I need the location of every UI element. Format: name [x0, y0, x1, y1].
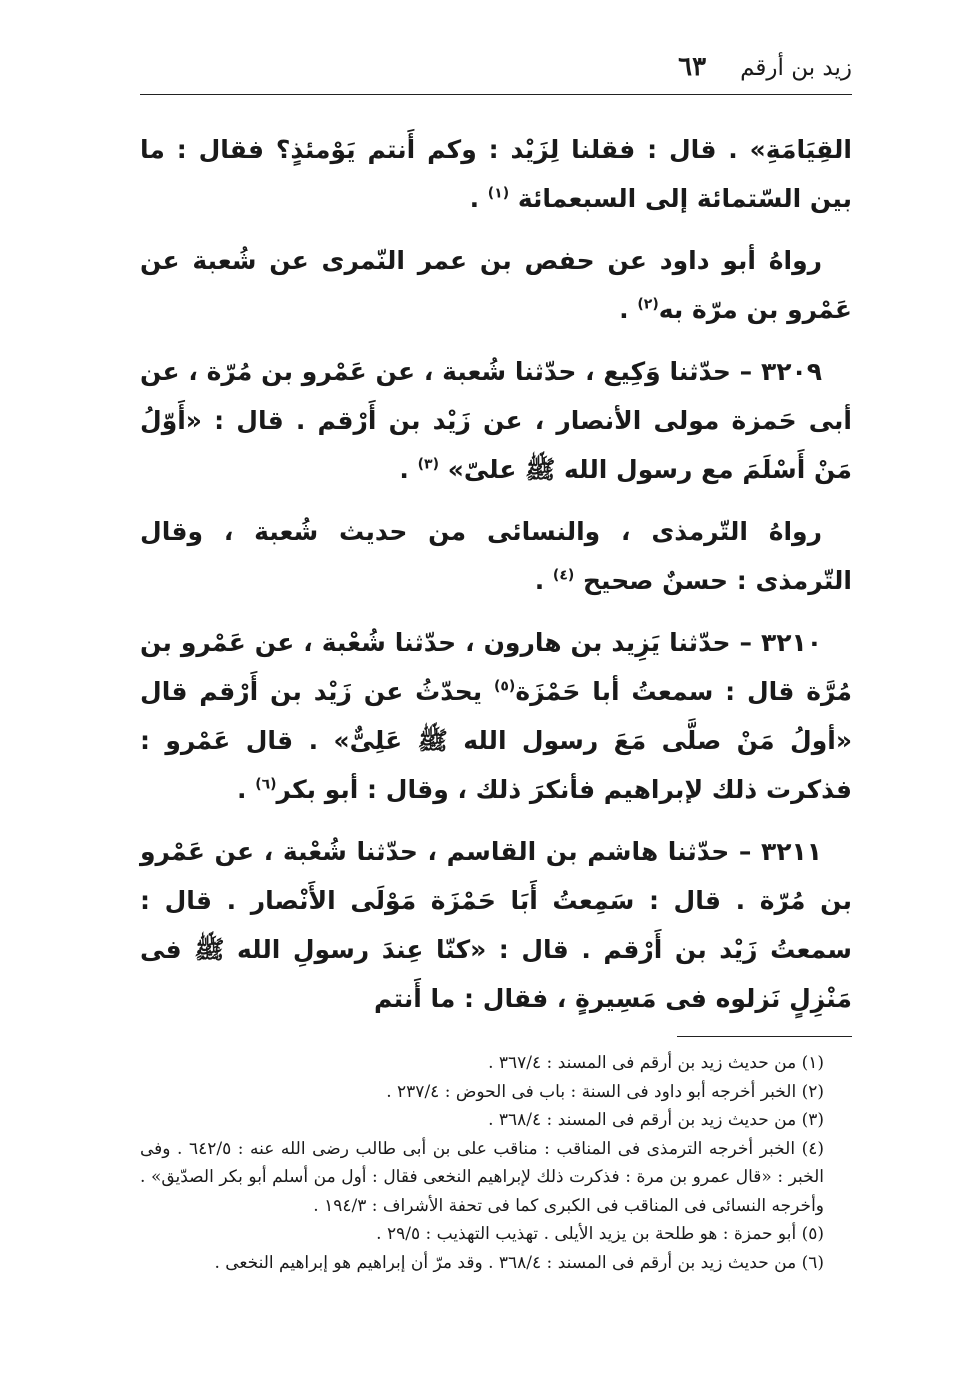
footnote-ref: (٦)	[255, 776, 277, 793]
paragraph-text: ٣٢١٠ – حدّثنا يَزِيد بن هارون ، حدّثنا شُعْبة ، عن عَمْرو بن مُرَّة قال : سمعتُ أبا حَمْزَة	[140, 628, 852, 706]
paragraph-2	[140, 236, 852, 334]
footnote-4: (٤) الخبر أخرجه الترمذى فى المناقب : مناقب على بن أبى طالب رضى الله عنه : ٦٤٢/٥ . وفى الخبر : «قال عمرو بن مرة : فذكرت ذلك لإبراهيم النخعى فقال : أول من أسلم أبو بكر الصدّيق» . وأخرجه النسائى فى المناقب فى الكبرى كما فى تحفة الأشراف : ١٩٤/٣ .	[140, 1138, 824, 1216]
footnote-ref: (١)	[487, 185, 510, 202]
paragraph-end: .	[399, 455, 418, 484]
page-number: ٦٣	[678, 52, 707, 82]
footnote-2: (٢) الخبر أخرجه أبو داود فى السنة : باب فى الحوض : ٢٣٧/٤ .	[386, 1081, 824, 1102]
paragraph-text: رواهُ أبو داود عن حفص بن عمر النّمرى عن شُعبة عن عَمْرو بن مرّة به	[140, 246, 852, 324]
paragraph-end: .	[534, 566, 553, 595]
footnotes	[140, 1049, 852, 1277]
running-title: زيد بن أرقم	[740, 55, 852, 81]
paragraph-end: .	[619, 295, 638, 324]
footnote-5: (٥) أبو حمزة : هو طلحة بن يزيد الأيلى . تهذيب التهذيب : ٢٩/٥ .	[376, 1224, 824, 1244]
paragraph-end: .	[469, 184, 488, 213]
hadith-3211	[140, 827, 852, 1023]
paragraph-text: رواهُ التّرمذى ، والنسائى من حديث شُعبة ، وقال التّرمذى : حسنٌ صحيح	[140, 517, 852, 595]
paragraph-4	[140, 507, 852, 605]
footnote-3: (٣) من حديث زيد بن أرقم فى المسند : ٣٦٨/٤ .	[488, 1110, 824, 1130]
footnote-ref: (٥)	[493, 678, 516, 695]
main-text	[140, 125, 852, 1023]
paragraph-text: ٣٢١١ – حدّثنا هاشم بن القاسم ، حدّثنا شُعْبة ، عن عَمْرو بن مُرّة . قال : سَمِعتُ أَبَا حَمْزَة مَوْلَى الأَنْصار . قال : سمعتُ زَيْد بن أَرْقم . قال : «كنّا عِندَ رسولِ الله ﷺ فى مَنْزِلٍ نَزلوه فى مَسِيرةٍ ، فقال : ما أَنتم	[140, 837, 852, 1013]
hadith-3209	[140, 347, 852, 494]
footnote-ref: (٣)	[417, 456, 439, 473]
footnote-6: (٦) من حديث زيد بن أرقم فى المسند : ٣٦٨/٤ . وقد مرّ أن إبراهيم هو إبراهيم النخعى .	[214, 1252, 824, 1273]
running-header	[140, 52, 852, 95]
footnote-divider	[677, 1036, 852, 1037]
page	[140, 52, 852, 1277]
paragraph-end: .	[236, 775, 256, 804]
footnote-1: (١) من حديث زيد بن أرقم فى المسند : ٣٦٧/٤ .	[488, 1053, 824, 1073]
paragraph-1	[140, 125, 852, 223]
paragraph-text: القِيَامَةِ» . قال : فقلنا لِزَيْد : وكم أَنتم يَوْمئذٍ؟ فقال : ما بين السّتمائة إلى السبعمائة	[140, 135, 852, 213]
paragraph-text-cont: يحدّثُ عن زَيْد بن أَرْقم قال «أولُ مَنْ صلَّى مَعَ رسول الله ﷺ عَلِىٌّ» . قال عَمْرو : فذكرت ذلك لإبراهيم فأنكرَ ذلك ، وقال : أبو بكر	[140, 677, 852, 804]
hadith-3210	[140, 618, 852, 814]
paragraph-text: ٣٢٠٩ – حدّثنا وَكِيع ، حدّثنا شُعبة ، عن عَمْرو بن مُرّة ، عن أبى حَمزة مولى الأنصار ، عن زَيْد بن أَرْقم . قال : «أَوّلُ مَنْ أَسْلَمَ مع رسول الله ﷺ علىّ»	[140, 357, 852, 484]
footnote-ref: (٢)	[637, 296, 659, 313]
footnote-ref: (٤)	[552, 567, 575, 584]
